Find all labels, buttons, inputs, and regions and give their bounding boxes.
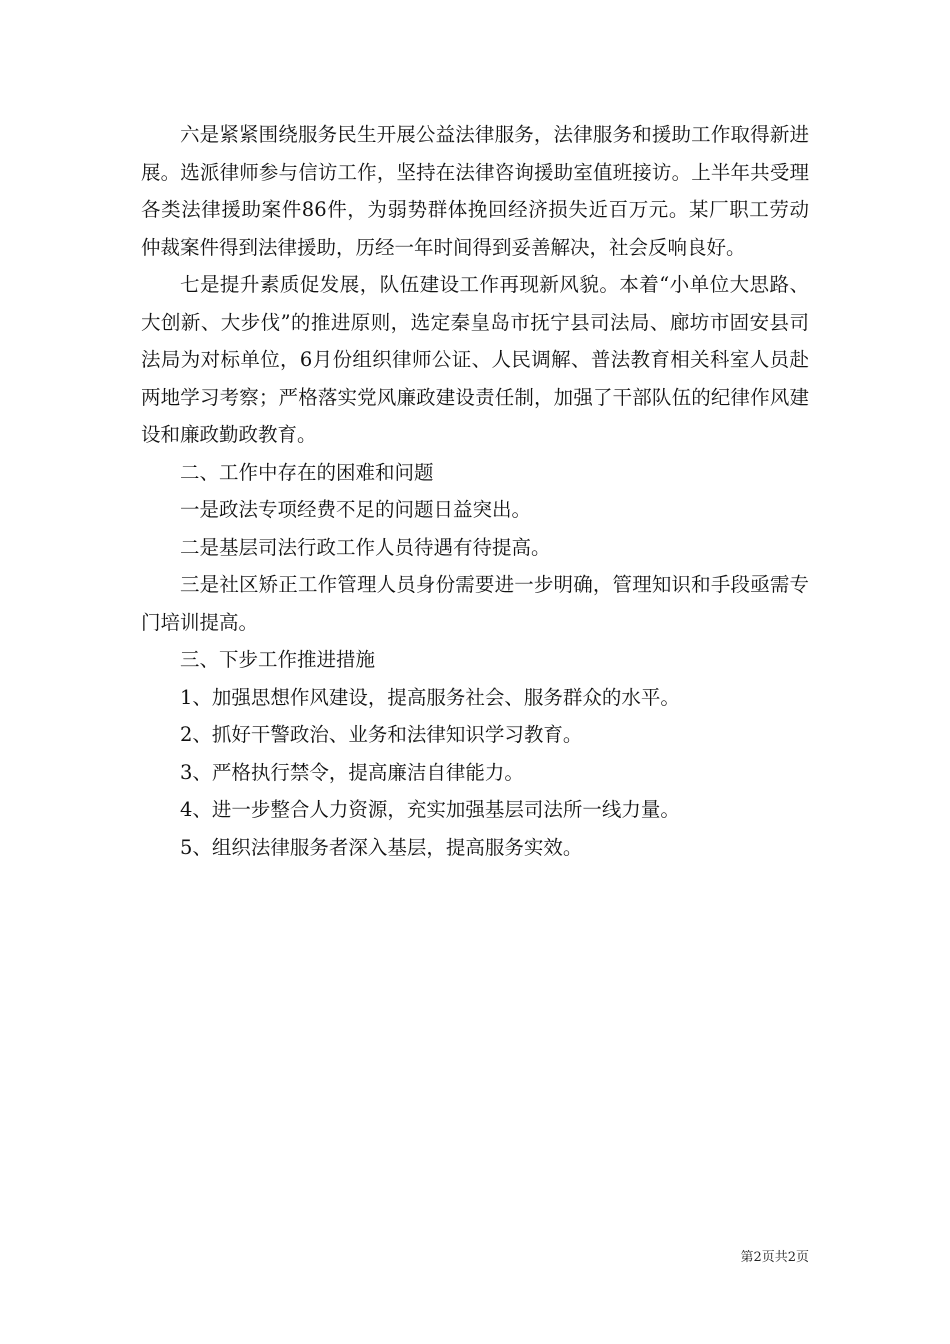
paragraph-six-public-legal-service: 六是紧紧围绕服务民生开展公益法律服务，法律服务和援助工作取得新进展。选派律师参与信访工作，坚持在法律咨询援助室值班接访。上半年共受理各类法律援助案件86件，为弱势群体挽回经济损失近百万元。某厂职工劳动仲裁案件得到法律援助，历经一年时间得到妥善解决，社会反响良好。 (141, 123, 809, 259)
section-heading-problems: 二、工作中存在的困难和问题 (180, 460, 434, 484)
problem-item-1: 一是政法专项经费不足的问题日益突出。 (180, 498, 532, 521)
problem-item-3: 三是社区矫正工作管理人员身份需要进一步明确，管理知识和手段亟需专门培训提高。 (141, 573, 809, 634)
section-heading-next-steps: 三、下步工作推进措施 (180, 648, 376, 671)
measure-item-5: 5、组织法律服务者深入基层，提高服务实效。 (180, 835, 583, 859)
document-body (141, 116, 809, 866)
problem-item-2: 二是基层司法行政工作人员待遇有待提高。 (180, 535, 551, 559)
measure-item-1: 1、加强思想作风建设，提高服务社会、服务群众的水平。 (180, 685, 680, 709)
measure-item-3: 3、严格执行禁令，提高廉洁自律能力。 (180, 760, 524, 784)
measure-item-2: 2、抓好干警政治、业务和法律知识学习教育。 (180, 723, 583, 746)
measure-item-4: 4、进一步整合人力资源，充实加强基层司法所一线力量。 (180, 798, 680, 821)
paragraph-seven-team-building: 七是提升素质促发展，队伍建设工作再现新风貌。本着“小单位大思路、大创新、大步伐”的推进原则，选定秦皇岛市抚宁县司法局、廊坊市固安县司法局为对标单位，6月份组织律师公证、人民调解、普法教育相关科室人员赴两地学习考察；严格落实党风廉政建设责任制，加强了干部队伍的纪律作风建设和廉政勤政教育。 (141, 273, 809, 446)
page-number: 第2页共2页 (740, 1250, 809, 1265)
